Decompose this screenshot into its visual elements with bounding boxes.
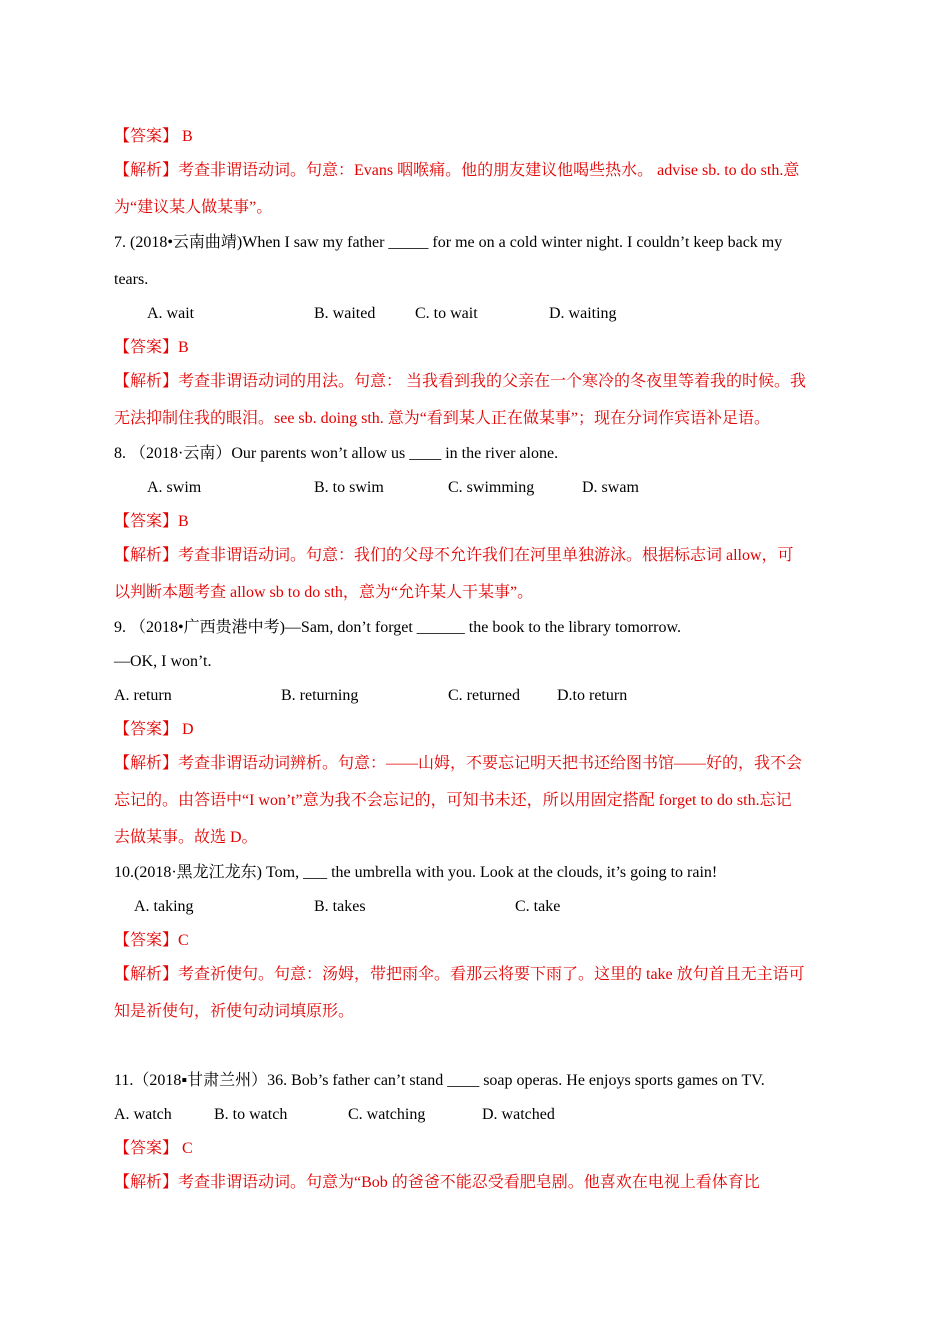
q6-answer: 【答案】 B xyxy=(114,128,193,145)
q7-analysis-line-2: 无法抑制住我的眼泪。see sb. doing sth. 意为“看到某人正在做某事”；现在分词作宾语补足语。 xyxy=(114,410,770,427)
q11-option-b: B. to watch xyxy=(214,1106,288,1123)
q11-option-a: A. watch xyxy=(114,1106,172,1123)
q8-answer: 【答案】B xyxy=(114,513,189,530)
q11-option-d: D. watched xyxy=(482,1106,555,1123)
q11-analysis-line-1: 【解析】考查非谓语动词。句意为“Bob 的爸爸不能忍受看肥皂剧。他喜欢在电视上看体育比 xyxy=(114,1174,760,1191)
q7-stem-line-1: 7. (2018•云南曲靖)When I saw my father _____ for me on a cold winter night. I couldn’t keep back my xyxy=(114,234,783,251)
q7-analysis-line-1: 【解析】考查非谓语动词的用法。句意： 当我看到我的父亲在一个寒冷的冬夜里等着我的时候。我 xyxy=(114,373,807,390)
q11-stem: 11.（2018▪甘肃兰州）36. Bob’s father can’t stand ____ soap operas. He enjoys sports games on TV. xyxy=(114,1072,765,1089)
q10-answer: 【答案】C xyxy=(114,932,189,949)
q8-analysis-line-1: 【解析】考查非谓语动词。句意：我们的父母不允许我们在河里单独游泳。根据标志词 allow，可 xyxy=(114,547,794,564)
q8-option-c: C. swimming xyxy=(448,479,535,496)
q9-option-d: D.to return xyxy=(557,687,628,704)
q10-analysis-line-1: 【解析】考查祈使句。句意：汤姆，带把雨伞。看那云将要下雨了。这里的 take 放句首且无主语可 xyxy=(114,966,805,983)
q8-analysis-line-2: 以判断本题考查 allow sb to do sth，意为“允许某人干某事”。 xyxy=(114,584,534,601)
q9-analysis-line-3: 去做某事。故选 D。 xyxy=(114,829,258,846)
q6-analysis-line-2: 为“建议某人做某事”。 xyxy=(114,199,273,216)
q10-option-c: C. take xyxy=(515,898,561,915)
q9-option-b: B. returning xyxy=(281,687,359,704)
q7-option-d: D. waiting xyxy=(549,305,617,322)
q7-option-c: C. to wait xyxy=(415,305,478,322)
q9-answer: 【答案】 D xyxy=(114,721,194,738)
q7-option-b: B. waited xyxy=(314,305,376,322)
q11-answer: 【答案】 C xyxy=(114,1140,193,1157)
q7-stem-line-2: tears. xyxy=(114,271,149,288)
q10-analysis-line-2: 知是祈使句，祈使句动词填原形。 xyxy=(114,1003,355,1020)
q10-option-a: A. taking xyxy=(134,898,194,915)
q9-option-c: C. returned xyxy=(448,687,520,704)
q10-stem: 10.(2018·黑龙江龙东) Tom, ___ the umbrella with you. Look at the clouds, it’s going to rain! xyxy=(114,864,718,881)
q11-option-c: C. watching xyxy=(348,1106,426,1123)
q8-option-d: D. swam xyxy=(582,479,639,496)
q10-option-b: B. takes xyxy=(314,898,366,915)
q7-option-a: A. wait xyxy=(147,305,195,322)
q8-option-a: A. swim xyxy=(147,479,202,496)
q8-option-b: B. to swim xyxy=(314,479,384,496)
q7-answer: 【答案】B xyxy=(114,339,189,356)
q9-option-a: A. return xyxy=(114,687,172,704)
q9-analysis-line-2: 忘记的。由答语中“I won’t”意为我不会忘记的，可知书未还，所以用固定搭配 forget to do sth.忘记 xyxy=(114,792,792,809)
q9-stem-line-1: 9. （2018•广西贵港中考)—Sam, don’t forget ______ the book to the library tomorrow. xyxy=(114,619,682,636)
q9-stem-line-2: —OK, I won’t. xyxy=(114,653,212,670)
q9-analysis-line-1: 【解析】考查非谓语动词辨析。句意：——山姆，不要忘记明天把书还给图书馆——好的，我不会 xyxy=(114,755,803,772)
q8-stem: 8. （2018·云南）Our parents won’t allow us ____ in the river alone. xyxy=(114,445,559,462)
q6-analysis-line-1: 【解析】考查非谓语动词。句意：Evans 咽喉痛。他的朋友建议他喝些热水。 advise sb. to do sth.意 xyxy=(114,162,800,179)
